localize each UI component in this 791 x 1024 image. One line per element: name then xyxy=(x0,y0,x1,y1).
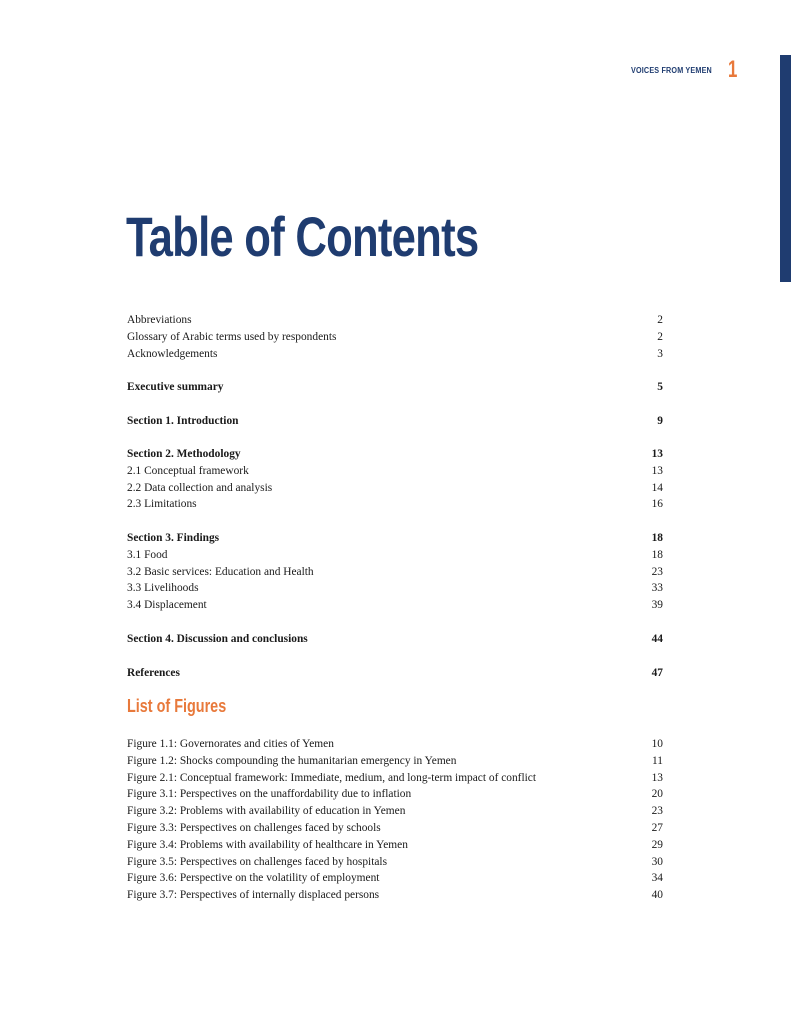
toc-entry[interactable] xyxy=(127,496,663,513)
toc-section-1 xyxy=(127,413,663,430)
toc-entry-label: Executive summary xyxy=(127,381,224,393)
toc-entry-label: References xyxy=(127,667,180,679)
toc-section-3 xyxy=(127,530,663,614)
toc-entry-page: 16 xyxy=(651,498,663,511)
figure-entry-label: Figure 3.5: Perspectives on challenges faced by hospitals xyxy=(127,855,388,868)
toc-entry-label: Acknowledgements xyxy=(127,347,218,360)
page-number: 1 xyxy=(727,56,737,83)
toc-entry[interactable] xyxy=(127,530,663,547)
figure-entry-page: 23 xyxy=(651,805,663,818)
figure-entry-label: Figure 3.6: Perspective on the volatility of employment xyxy=(127,872,380,885)
list-of-figures xyxy=(127,736,663,904)
side-accent-bar xyxy=(780,55,791,282)
figure-entry-label: Figure 3.3: Perspectives on challenges faced by schools xyxy=(127,821,381,834)
toc-entry[interactable] xyxy=(127,446,663,463)
toc-entry-page: 5 xyxy=(657,381,663,393)
toc-entry-page: 9 xyxy=(657,415,663,427)
toc-entry-page: 23 xyxy=(651,565,663,578)
figure-entry[interactable] xyxy=(127,854,663,871)
running-title: VOICES FROM YEMEN xyxy=(630,65,712,75)
figure-entry[interactable] xyxy=(127,803,663,820)
figure-entry-page: 30 xyxy=(651,855,663,868)
toc-entry-page: 39 xyxy=(651,599,663,612)
toc-entry-page: 18 xyxy=(651,532,663,544)
figure-entry-page: 20 xyxy=(651,788,663,801)
toc-entry-page: 44 xyxy=(651,633,663,645)
toc-entry[interactable] xyxy=(127,346,663,363)
toc-entry-label: 2.2 Data collection and analysis xyxy=(127,481,273,494)
page-title: Table of Contents xyxy=(126,205,479,268)
toc-entry-label: 2.3 Limitations xyxy=(127,498,197,511)
figure-entry-label: Figure 3.2: Problems with availability of education in Yemen xyxy=(127,805,406,818)
figure-entry-page: 11 xyxy=(652,754,663,767)
toc-section-2 xyxy=(127,446,663,513)
toc-entry-label: Abbreviations xyxy=(127,314,192,326)
toc-entry-page: 2 xyxy=(657,330,663,343)
figure-entry-page: 13 xyxy=(651,771,663,784)
toc-references xyxy=(127,665,663,682)
figure-entry[interactable] xyxy=(127,887,663,904)
toc-entry-label: Section 4. Discussion and conclusions xyxy=(127,633,308,645)
toc-entry[interactable] xyxy=(127,665,663,682)
figure-entry-label: Figure 3.7: Perspectives of internally displaced persons xyxy=(127,889,380,902)
figure-entry-page: 10 xyxy=(651,738,663,750)
toc-entry-label: 2.1 Conceptual framework xyxy=(127,464,249,477)
figure-entry-page: 34 xyxy=(651,872,663,885)
toc-entry-label: 3.3 Livelihoods xyxy=(127,582,199,595)
toc-entry-label: 3.1 Food xyxy=(127,548,168,561)
toc-entry[interactable] xyxy=(127,312,663,329)
toc-section-4 xyxy=(127,631,663,648)
toc-entry-page: 14 xyxy=(651,481,663,494)
toc-entry[interactable] xyxy=(127,564,663,581)
toc-entry[interactable] xyxy=(127,379,663,396)
page-header xyxy=(622,58,739,82)
figure-entry[interactable] xyxy=(127,770,663,787)
figure-entry-label: Figure 3.1: Perspectives on the unaffordability due to inflation xyxy=(127,788,412,801)
figure-entry[interactable] xyxy=(127,870,663,887)
toc-entry[interactable] xyxy=(127,580,663,597)
toc-entry-label: Section 2. Methodology xyxy=(127,448,241,460)
toc-entry-label: 3.2 Basic services: Education and Health xyxy=(127,565,314,578)
toc-entry[interactable] xyxy=(127,631,663,648)
toc-entry-page: 33 xyxy=(651,582,663,595)
toc-entry[interactable] xyxy=(127,413,663,430)
figure-entry-label: Figure 1.1: Governorates and cities of Yemen xyxy=(127,738,334,750)
toc-entry-page: 47 xyxy=(651,667,663,679)
toc-entry[interactable] xyxy=(127,547,663,564)
figure-entry-page: 29 xyxy=(651,838,663,851)
figure-entry[interactable] xyxy=(127,837,663,854)
figure-entry-page: 40 xyxy=(651,889,663,902)
toc-entry-label: Glossary of Arabic terms used by respondents xyxy=(127,330,337,343)
toc-entry-page: 3 xyxy=(657,347,663,360)
figure-entry-page: 27 xyxy=(651,821,663,834)
figure-entry[interactable] xyxy=(127,753,663,770)
figure-entry[interactable] xyxy=(127,736,663,753)
toc-entry-page: 18 xyxy=(651,548,663,561)
toc-entry-page: 13 xyxy=(651,464,663,477)
toc-entry-page: 13 xyxy=(651,448,663,460)
figure-entry[interactable] xyxy=(127,786,663,803)
toc-entry-label: 3.4 Displacement xyxy=(127,599,207,612)
toc-entry-page: 2 xyxy=(657,314,663,326)
figure-entry-label: Figure 1.2: Shocks compounding the humanitarian emergency in Yemen xyxy=(127,754,457,767)
toc-entry-label: Section 3. Findings xyxy=(127,532,220,544)
toc-executive-summary xyxy=(127,379,663,396)
list-of-figures-heading: List of Figures xyxy=(127,696,227,716)
toc-front-matter xyxy=(127,312,663,362)
toc-entry[interactable] xyxy=(127,480,663,497)
figure-entry[interactable] xyxy=(127,820,663,837)
figure-entry-label: Figure 2.1: Conceptual framework: Immediate, medium, and long-term impact of conflict xyxy=(127,771,536,784)
figure-entry-label: Figure 3.4: Problems with availability of healthcare in Yemen xyxy=(127,838,408,851)
toc-entry-label: Section 1. Introduction xyxy=(127,415,239,427)
toc-entry[interactable] xyxy=(127,597,663,614)
toc-entry[interactable] xyxy=(127,329,663,346)
toc-entry[interactable] xyxy=(127,463,663,480)
